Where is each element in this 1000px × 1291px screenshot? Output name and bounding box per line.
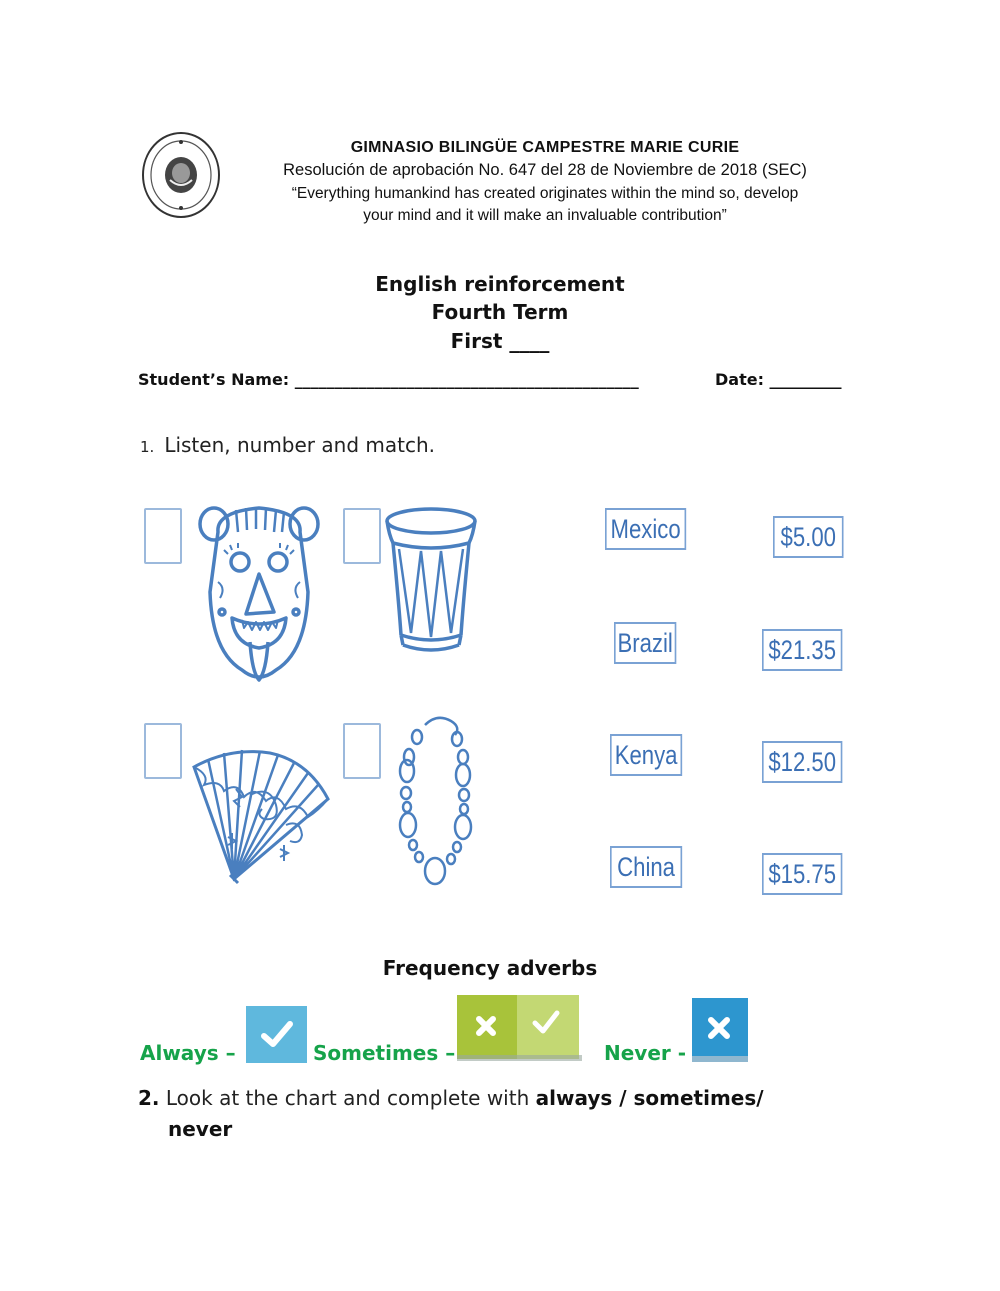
mask-icon (196, 502, 322, 692)
grade-title: First ____ (450, 329, 550, 353)
fan-icon (190, 745, 332, 889)
price-label-21-35[interactable]: $21.35 (762, 629, 842, 671)
country-label-china[interactable]: China (610, 846, 682, 888)
answer-box-drum[interactable] (343, 508, 381, 564)
school-name: GIMNASIO BILINGÜE CAMPESTRE MARIE CURIE (350, 139, 740, 156)
exercise-1-instruction (140, 433, 435, 457)
answer-box-fan[interactable] (144, 723, 182, 779)
answer-box-necklace[interactable] (343, 723, 381, 779)
price-label-15-75[interactable]: $15.75 (762, 853, 842, 895)
date-blank[interactable]: _________ (769, 370, 842, 389)
exercise-2-options-line2: never (168, 1117, 233, 1141)
country-label-kenya[interactable]: Kenya (610, 734, 682, 776)
legend-sometimes-label: Sometimes – (313, 1041, 456, 1065)
answer-box-mask[interactable] (144, 508, 182, 564)
frequency-adverbs-title: Frequency adverbs (382, 956, 598, 980)
worksheet-title: English reinforcement (375, 272, 625, 296)
school-seal-logo (140, 130, 222, 220)
student-name-label: Student’s Name: (138, 370, 295, 389)
legend-never-label: Never - (604, 1041, 687, 1065)
school-motto (225, 183, 865, 227)
exercise-2-instruction (138, 1083, 838, 1145)
legend-always-label: Always – (140, 1041, 236, 1065)
student-name-blank[interactable]: ___________________________________________ (294, 370, 639, 389)
exercise-1-text: Listen, number and match. (164, 433, 435, 457)
drum-icon (383, 505, 479, 659)
sometimes-x-check-icon (457, 995, 582, 1061)
never-x-icon (692, 998, 748, 1062)
country-label-brazil[interactable]: Brazil (614, 622, 676, 664)
student-name-row (138, 370, 639, 389)
date-row (715, 370, 842, 389)
price-label-5-00[interactable]: $5.00 (773, 516, 844, 558)
exercise-2-options: always / sometimes/ (535, 1086, 764, 1110)
exercise-2-text: Look at the chart and complete with (165, 1086, 536, 1110)
motto-line-2: your mind and it will make an invaluable contribution” (363, 207, 727, 224)
motto-line-1: “Everything humankind has created originates within the mind so, develop (291, 185, 799, 202)
price-label-12-50[interactable]: $12.50 (762, 741, 842, 783)
necklace-icon (393, 713, 483, 893)
exercise-2-number: 2. (138, 1086, 160, 1110)
always-check-icon (246, 1006, 307, 1063)
exercise-1-number: 1. (140, 438, 155, 456)
resolution-text: Resolución de aprobación No. 647 del 28 de Noviembre de 2018 (SEC) (283, 161, 807, 179)
date-label: Date: (715, 370, 770, 389)
country-label-mexico[interactable]: Mexico (605, 508, 686, 550)
term-title: Fourth Term (431, 300, 569, 324)
